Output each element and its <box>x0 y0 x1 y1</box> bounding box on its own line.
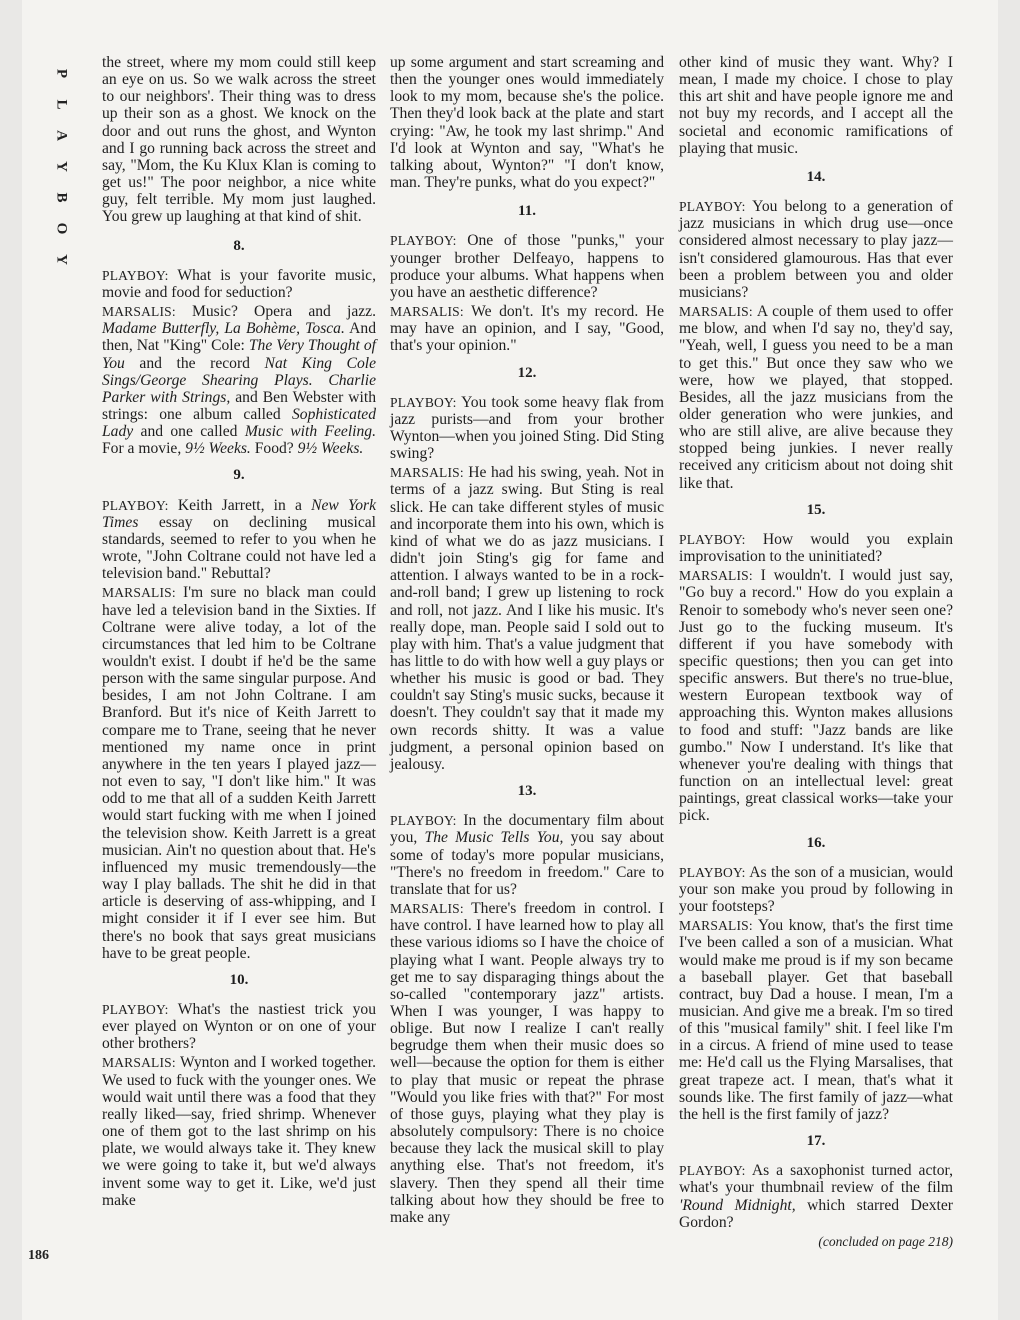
speaker-label: PLAYBOY: <box>679 531 746 547</box>
speaker-label: MARSALIS: <box>390 465 464 481</box>
answer: MARSALIS: I'm sure no black man could have led a television band in the Sixties. If Coltrane were alive today, a lot of the circumstances that led him to be Coltrane wouldn't exist. I doubt if he'd be the same person with the same singular purpose. And besides, I am not John Coltrane. I am Branford. But it's nice of Keith Jarrett to compare me to Trane, seeing that he never mentioned my name once in print anywhere in the ten years I played jazz—not even to say, "I don't like him." It was odd to me that all of a sudden Keith Jarrett would start fucking with me when I joined the television show. Keith Jarrett is a great musician. Ain't no question about that. He's influenced my music tremendously—the way I play ballads. The shit he did in that article is deserving of ass-whipping, and I might consider it if I ever see him. But there's no book that says great musicians have to be great people. <box>102 584 376 962</box>
masthead-letter: B <box>53 192 70 203</box>
masthead-vertical <box>52 58 70 275</box>
answer: MARSALIS: Wynton and I worked together. We used to fuck with the younger ones. We would wait until there was a food that they really liked—say, fried shrimp. Whenever one of them got to the last shrimp on his plate, we would always take it. They knew we were going to take it, but we'd always invent some way to get it. Like, we'd just make <box>102 1054 376 1209</box>
answer: MARSALIS: You know, that's the first time I've been called a son of a musician. What would make me proud is if my son became a baseball player. Get that baseball contract, buy Dad a house. I mean, I'm a musician. And give me a break. I'm so tired of this "musical family" shit. I feel like I'm in a circus. A friend of mine used to tease me: He'd call us the Flying Marsalises, that great trapeze act. I mean, that's what it sounds like. The first family of jazz—what the hell is the first family of jazz? <box>679 917 953 1123</box>
speaker-label: MARSALIS: <box>679 918 753 934</box>
question: PLAYBOY: What is your favorite music, movie and food for seduction? <box>102 266 376 301</box>
question: PLAYBOY: In the documentary film about you, The Music Tells You, you say about some of today's more popular musicians, "There's no freedom in freedom." Care to translate that for us? <box>390 812 664 898</box>
speaker-label: PLAYBOY: <box>390 233 457 249</box>
speaker-label: PLAYBOY: <box>102 1001 169 1017</box>
speaker-label: MARSALIS: <box>102 304 176 320</box>
speaker-label: PLAYBOY: <box>102 267 169 283</box>
question: PLAYBOY: One of those "punks," your younger brother Delfeayo, happens to produce your albums. What happens when you have an aesthetic difference? <box>390 232 664 301</box>
answer: MARSALIS: A couple of them used to offer me blow, and when I'd say no, they'd say, "Yeah, well, I guess you need to be a man to get this." But once they saw who we were, how we played, that stopped. Besides, all the jazz musicians from the older generation who were junkies, and who are still alive, are alive because they stopped being junkies. I never really received any criticism about not doing shit like that. <box>679 303 953 492</box>
question: PLAYBOY: You took some heavy flak from jazz purists—and from your brother Wynton—when you joined Sting. Did Sting swing? <box>390 393 664 463</box>
question: PLAYBOY: You belong to a generation of jazz musicians in which drug use—once considered almost necessary to play jazz—isn't considered glamourous. Has that ever been a problem between you and older musicians? <box>679 198 953 301</box>
speaker-label: MARSALIS: <box>102 585 176 601</box>
question: PLAYBOY: As the son of a musician, would your son make you proud by following in your footsteps? <box>679 863 953 916</box>
answer: MARSALIS: I wouldn't. I would just say, "Go buy a record." How do you explain a Renoir to somebody who's never seen one? Just go to the fucking museum. It's different if you have somebody with specific questions; then you can get into specific answers. But there's no true-blue, western European textbook way of approaching this. Wynton makes allusions to food and stuff: "Jazz bands are like gumbo." Now I understand. It's like that whenever you're dealing with things that function on an intellectual level: great paintings, great classical works—take your pick. <box>679 567 953 825</box>
magazine-page <box>22 0 998 1320</box>
question: PLAYBOY: What's the nastiest trick you ever played on Wynton or on one of your other brothers? <box>102 1000 376 1053</box>
masthead-letter: A <box>53 130 70 141</box>
answer: MARSALIS: Music? Opera and jazz. Madame Butterfly, La Bohème, Tosca. And then, Nat "King" Cole: The Very Thought of You and the record Nat King Cole Sings/George Shearing Plays. Charlie Parker with Strings, and Ben Webster with strings: one album called Sophisticated Lady and one called Music with Feeling. For a movie, 9½ Weeks. Food? 9½ Weeks. <box>102 303 377 458</box>
question-number: 12. <box>517 364 537 381</box>
question: PLAYBOY: Keith Jarrett, in a New York Times essay on declining musical standards, seemed to refer to you when he wrote, "John Coltrane could not have led a television band." Rebuttal? <box>102 496 376 583</box>
masthead-letter: O <box>53 222 70 235</box>
masthead-letter: P <box>53 68 70 79</box>
speaker-label: MARSALIS: <box>390 901 464 917</box>
continuation-note: (concluded on page 218) <box>818 1233 953 1249</box>
page-number: 186 <box>28 1248 49 1263</box>
question-number: 16. <box>806 834 826 851</box>
speaker-label: MARSALIS: <box>679 304 753 320</box>
masthead-letter: Y <box>53 254 70 265</box>
paragraph: other kind of music they want. Why? I mean, I made my choice. I chose to play this art shit and have people ignore me and not buy my records, and I accept all the societal and economic ramifications of playing that music. <box>679 54 953 157</box>
speaker-label: MARSALIS: <box>679 568 753 584</box>
speaker-label: PLAYBOY: <box>390 813 457 829</box>
column-3 <box>679 54 953 1250</box>
question: PLAYBOY: As a saxophonist turned actor, what's your thumbnail review of the film 'Round Midnight, which starred Dexter Gordon? <box>679 1162 953 1231</box>
answer: MARSALIS: We don't. It's my record. He may have an opinion, and I say, "Good, that's your opinion." <box>390 303 664 355</box>
paragraph: up some argument and start screaming and then the younger ones would immediately look to my mom, because she's the police. Then they'd look back at the plate and start crying: "Aw, he took my last shrimp." And I'd look at Wynton and say, "What's he talking about, Wynton?" "I don't know, man. They're punks, what do you expect?" <box>390 54 664 192</box>
question-number: 14. <box>806 168 826 185</box>
question: PLAYBOY: How would you explain improvisation to the uninitiated? <box>679 530 953 566</box>
column-1 <box>102 54 376 1211</box>
masthead-letter: L <box>53 99 70 110</box>
paragraph: the street, where my mom could still keep an eye on us. So we walk across the street to our neighbors'. Their thing was to dress up their son as a ghost. We knock on the door and out runs the ghost, and Wynton and I go running back across the street and say, "Mom, the Ku Klux Klan is coming to get us!" The poor neighbor, a nice white guy, felt terrible. My mom just laughed. You grew up laughing at that kind of shit. <box>102 54 376 226</box>
speaker-label: MARSALIS: <box>390 304 464 320</box>
speaker-label: PLAYBOY: <box>390 394 457 410</box>
question-number: 13. <box>517 783 537 800</box>
answer: MARSALIS: He had his swing, yeah. Not in terms of a jazz swing. But Sting is real slick. He can take different styles of music and incorporate them into his own, which is kind of what we do as jazz musicians. I didn't join Sting's gig for fame and attention. I always wanted to be in a rock-and-roll band; I grew up listening to rock and roll, not jazz. And I like his music. It's really dope, man. People said I sold out to play with him. That's a value judgment that has little to do with how well a guy plays or whether his music is good or bad. They couldn't say Sting's music sucks, because it doesn't. They couldn't say that it made my own records shitty. It was a value judgment, a personal opinion based on jealousy. <box>390 464 664 773</box>
question-number: 15. <box>806 501 826 518</box>
question-number: 10. <box>229 971 249 988</box>
question-number: 11. <box>518 203 536 220</box>
answer: MARSALIS: There's freedom in control. I have control. I have learned how to play all these various idioms so I have the choice of playing what I want. People always try to get me to say disparaging things about the so-called "contemporary jazz" artists. When I was younger, I was happy to oblige. But now I realize I can't really begrudge them when their music does so well—because the option for them is either to play that music or repeat the phrase "Would you like fries with that?" For most of those guys, playing what they play is absolutely compulsory: There is no choice because they lack the musical skill to play anything else. That's not freedom, it's slavery. Then they spend all their time talking about how they should be free to make any <box>390 900 664 1226</box>
speaker-label: MARSALIS: <box>102 1055 176 1071</box>
speaker-label: PLAYBOY: <box>679 1163 746 1179</box>
question-number: 9. <box>233 467 245 484</box>
question-number: 8. <box>233 237 245 254</box>
masthead-letter: Y <box>53 161 70 172</box>
speaker-label: PLAYBOY: <box>102 497 169 513</box>
question-number: 17. <box>806 1133 826 1150</box>
speaker-label: PLAYBOY: <box>679 199 746 215</box>
speaker-label: PLAYBOY: <box>679 864 746 880</box>
column-2 <box>390 54 664 1228</box>
